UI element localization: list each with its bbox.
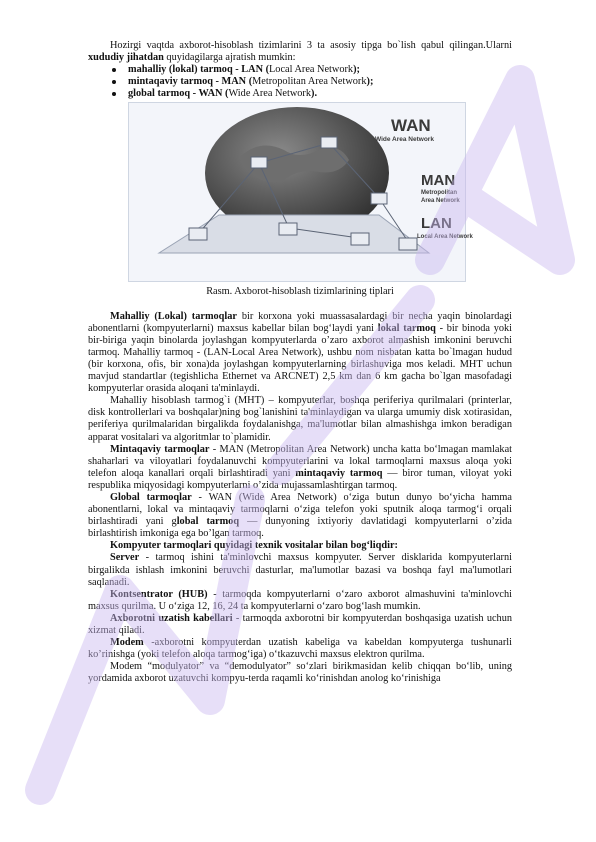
body-text bbox=[88, 311, 512, 686]
paragraph-run: - MAN (Metropolitan Area Network) uncha katta bo‘lmagan mamlakat shaharlari va viloyatlari foydalanuvchi kompyuterlarini va lokal tarmoqlarni maxsus aloqa yoki telefon aloqa kanallari orqali birlashtiradi yani bbox=[88, 443, 512, 479]
wan-subtitle: Wide Area Network bbox=[375, 136, 434, 144]
bullet-run: mintaqaviy tarmoq - MAN ( bbox=[128, 76, 253, 88]
paragraph bbox=[88, 637, 512, 661]
paragraph-run: - tarmoqda axborotni bir kompyuterdan boshqasiga uzatish uchun xizmat qiladi. bbox=[88, 612, 512, 636]
paragraph-run: Server bbox=[110, 552, 140, 564]
man-subtitle-1: Metropolitan bbox=[421, 190, 457, 197]
paragraph-run: -axborotni kompyuterdan uzatish kabeliga va kabeldan kompyuterga tushunarli ko’rinishga (yoki telefon aloqa tarmog‘iga) o‘tkazuvchi maxsus elektron qurilma. bbox=[88, 637, 512, 661]
list-item bbox=[88, 88, 512, 100]
network-figure bbox=[88, 102, 512, 284]
paragraph bbox=[88, 613, 512, 637]
paragraph bbox=[88, 444, 512, 492]
paragraph-run: lobal tarmoq bbox=[176, 516, 240, 528]
intro-run: Hozirgi vaqtda axborot-hisoblash tizimlarini 3 ta asosiy tipga bo`lish qabul qilingan.Ularni bbox=[110, 40, 512, 51]
intro-paragraph bbox=[88, 40, 512, 64]
paragraph-run: mintaqaviy tarmoq bbox=[295, 467, 383, 479]
paragraph bbox=[88, 492, 512, 540]
bullet-run: ); bbox=[353, 64, 360, 76]
paragraph-run: Global tarmoqlar bbox=[110, 491, 192, 503]
paragraph-run: Mahalliy hisoblash tarmog`i (MHT) – kompyuterlar, boshqa periferiya qurilmalari (printerlar, disk kontrollerlari va boshqalar)ning bog`lanishini ta'minlaydigan va ularga umumiy disk xotirasidan, periferiya qurilmalaridan birgalikda foydalanishga, ma'lumotlar bilan almashishga imkon beradigan apparat vositalari va algoritmlar to`plamidir. bbox=[88, 395, 512, 443]
paragraph-run: Mahalliy (Lokal) tarmoqlar bbox=[110, 310, 237, 322]
bullet-run: ). bbox=[311, 88, 318, 100]
list-item bbox=[88, 76, 512, 88]
paragraph bbox=[88, 540, 512, 552]
paragraph-run: - tarmoqda kompyuterlarni o‘zaro axborot almashuvini ta'minlovchi maxsus qurilma. U o‘ziga 12, 16, 24 ta kompyuterlarni o‘zaro bog‘lash mumkin. bbox=[88, 588, 512, 612]
paragraph bbox=[88, 395, 512, 443]
intro-run: xududiy jihatdan bbox=[88, 52, 164, 64]
paragraph-run: Kompyuter tarmoqlari quyidagi texnik vositalar bilan bog‘liqdir: bbox=[110, 540, 398, 552]
paragraph-run: Modem “modulyator” va “demodulyator” so‘zlari birikmasidan kelib chiqqan bo‘lib, uning yordamida axborot uzatuvchi kompyu-terda raqamli ko‘rinishdan anolog ko‘rinishiga bbox=[88, 661, 512, 685]
document-page bbox=[88, 40, 512, 685]
wan-title: WAN bbox=[391, 116, 431, 136]
paragraph-run: Mintaqaviy tarmoqlar bbox=[110, 443, 210, 455]
list-item bbox=[88, 64, 512, 76]
figure-caption: Rasm. Axborot-hisoblash tizimlarining tiplari bbox=[206, 286, 394, 298]
paragraph-run: Kontsentrator (HUB) bbox=[110, 588, 208, 600]
man-subtitle-2: Area Network bbox=[421, 198, 460, 205]
lan-title: LAN bbox=[421, 215, 452, 233]
network-diagram bbox=[129, 103, 473, 281]
paragraph-run: - WAN (Wide Area Network) o‘ziga butun dunyo bo‘yicha hamma abonentlarni, lokal va mintaqaviy tarmoqlarni o‘ziga telefon yoki sputnik aloqa tarmog‘i orqali birlashtiradi yani g bbox=[88, 491, 512, 528]
lan-subtitle: Local Area Network bbox=[417, 234, 473, 241]
bullet-run: Wide Area Network bbox=[228, 88, 312, 100]
paragraph-run: — dunyoning ixtiyoriy davlatidagi kompyuterlarni o’zida birlashtirish imkoniga ega bo’lgan tarmoq. bbox=[88, 516, 512, 540]
paragraph-run: - tarmoq ishini ta'minlovchi maxsus kompyuter. Server disklarida kompyuterlarni birgalikda ishlash imkonini beruvchi dasturlar, ma'lumotlar bazasi va boshqa fayl ma'lumotlari saqlanadi. bbox=[88, 552, 512, 588]
bullet-run: global tarmoq - WAN ( bbox=[128, 88, 229, 100]
paragraph-run: - bir binoda yoki bir-biriga yaqin binolarda joylashgan kompyuterlarda o’zaro axborot almashish imkonini beruvchi tarmoq. Mahalliy tarmoq - (LAN-Local Area Network), ushbu nom nisbatan katta bo`lmagan hudud (bir korxona, ofis, bir xona)da joylashgan kompyuterlarning birlashuviga mos keladi. MHT uchun mavjud standartlar (tegishlicha Ethernet va ARCNET) 2,5 km dan 6 km gacha bo`lgan masofadagi kompyuterlar orasida aloqani ta'minlaydi. bbox=[88, 322, 513, 395]
paragraph-run: bir korxona yoki muassasalardagi bir necha yaqin binolardagi abonentlarni (kompyuterlarni) maxsus kabellar bilan bog‘laydi yani bbox=[88, 310, 512, 334]
paragraph-run: Axborotni uzatish kabellari bbox=[110, 612, 233, 624]
figure-image bbox=[128, 102, 473, 282]
paragraph bbox=[88, 661, 512, 685]
man-title: MAN bbox=[421, 172, 456, 190]
paragraph bbox=[88, 589, 512, 613]
bullet-run: Metropolitan Area Network bbox=[252, 76, 367, 88]
paragraph-run: Modem bbox=[110, 637, 144, 649]
bullet-run: mahalliy (lokal) tarmoq - LAN ( bbox=[128, 64, 270, 76]
paragraph bbox=[88, 311, 512, 396]
paragraph-run: lokal tarmoq bbox=[377, 322, 436, 334]
network-types-list bbox=[88, 64, 512, 100]
paragraph-run: — biror tuman, viloyat yoki respublika miqyosidagi kompyuterlarni o’zida mujassamlashtirgan tarmoq. bbox=[88, 467, 512, 491]
bullet-run: Local Area Network bbox=[269, 64, 354, 76]
intro-run: quyidagilarga ajratish mumkin: bbox=[163, 52, 296, 64]
bullet-run: ); bbox=[366, 76, 374, 88]
paragraph bbox=[88, 552, 512, 588]
